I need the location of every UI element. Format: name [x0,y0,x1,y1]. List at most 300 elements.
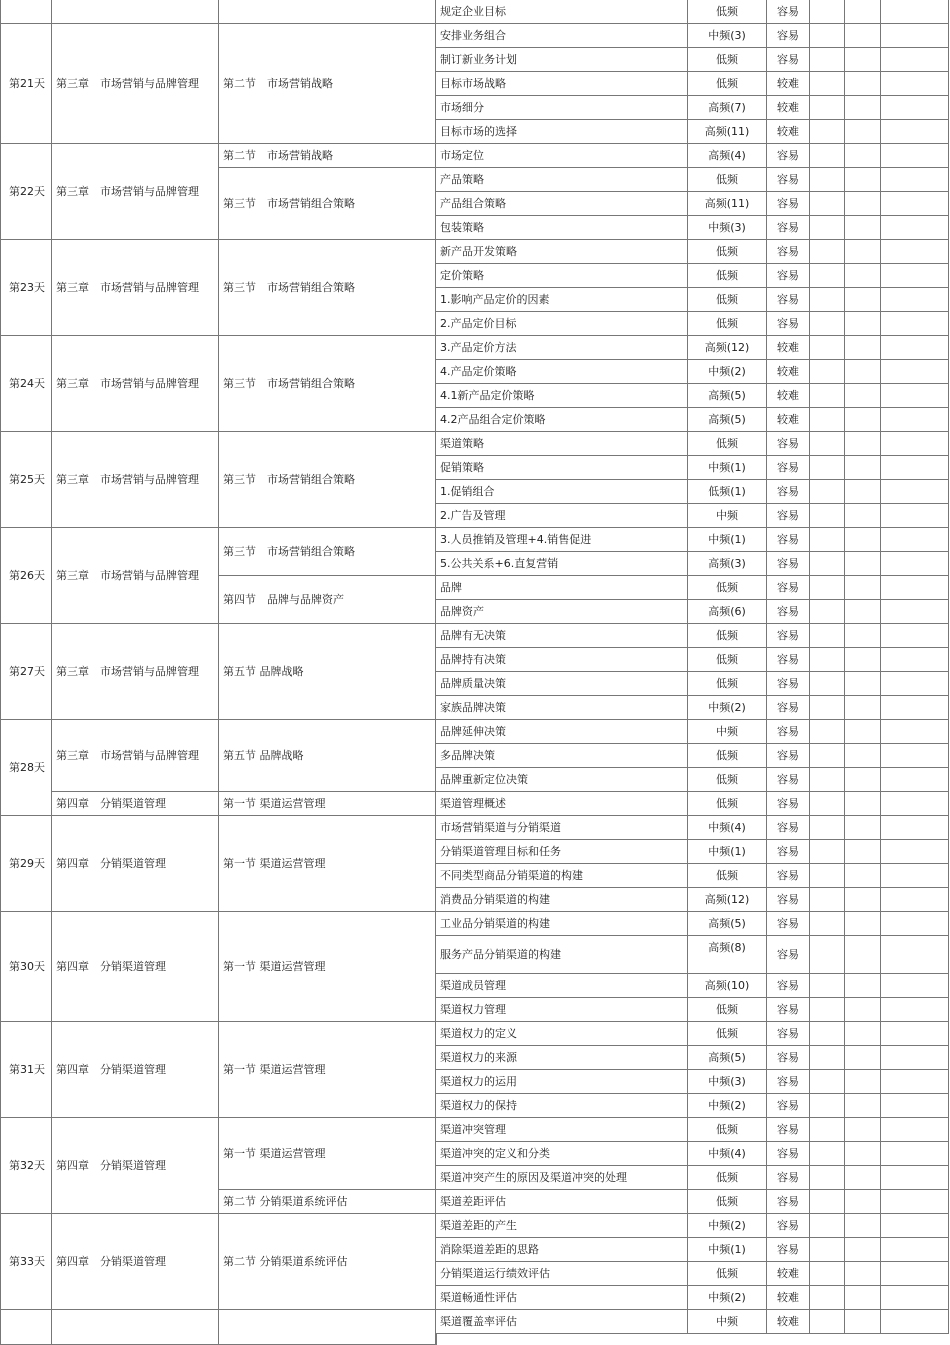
topic-cell [436,72,688,96]
frequency-cell [688,1214,767,1238]
difficulty-cell-text: 容易 [777,1195,799,1208]
blank-cell [845,72,881,96]
blank-cell [845,288,881,312]
difficulty-cell-text: 容易 [777,1027,799,1040]
topic-cell-text: 渠道权力的运用 [440,1075,517,1088]
frequency-cell-text: 低频 [716,1027,738,1040]
day-cell [0,1118,52,1214]
blank-cell [881,144,949,168]
blank-cell [810,974,845,998]
difficulty-cell-text: 容易 [777,821,799,834]
frequency-cell-text: 低频 [716,1003,738,1016]
difficulty-cell-text: 较难 [777,365,799,378]
difficulty-cell-text: 较难 [777,101,799,114]
section-cell-text: 第一节 渠道运营管理 [223,857,326,870]
blank-cell [881,336,949,360]
blank-cell [845,1046,881,1070]
topic-cell-text: 渠道策略 [440,437,484,450]
blank-cell [845,672,881,696]
blank-cell [881,216,949,240]
topic-cell [436,168,688,192]
topic-cell [436,744,688,768]
section-cell [219,240,436,336]
blank-cell [845,168,881,192]
difficulty-cell-text: 容易 [777,893,799,906]
frequency-cell [688,288,767,312]
difficulty-cell-text: 容易 [777,677,799,690]
blank-cell [881,96,949,120]
topic-cell [436,912,688,936]
blank-cell [881,1166,949,1190]
blank-cell [810,192,845,216]
day-cell-text: 第23天 [9,281,45,294]
blank-cell [845,600,881,624]
blank-cell [845,456,881,480]
blank-cell [810,480,845,504]
blank-cell [845,816,881,840]
difficulty-cell-text: 容易 [777,533,799,546]
section-cell-text: 第二节 市场营销战略 [223,77,333,90]
frequency-cell [688,384,767,408]
section-cell [219,432,436,528]
difficulty-cell [767,792,810,816]
topic-cell [436,1118,688,1142]
blank-cell [881,864,949,888]
blank-cell [881,1238,949,1262]
frequency-cell [688,96,767,120]
section-cell [219,528,436,576]
frequency-cell-text: 高频(7) [708,101,746,114]
difficulty-cell [767,1022,810,1046]
frequency-cell [688,600,767,624]
blank-cell [881,624,949,648]
blank-cell [845,1118,881,1142]
difficulty-cell-text: 容易 [777,1147,799,1160]
frequency-cell [688,888,767,912]
topic-cell [436,600,688,624]
difficulty-cell [767,144,810,168]
blank-cell [810,264,845,288]
topic-cell-text: 1.促销组合 [440,485,495,498]
topic-cell-text: 4.1新产品定价策略 [440,389,535,402]
difficulty-cell-text: 容易 [777,557,799,570]
frequency-cell-text: 中频(1) [708,461,746,474]
day-cell-text: 第29天 [9,857,45,870]
frequency-cell [688,672,767,696]
blank-cell [845,144,881,168]
frequency-cell [688,408,767,432]
topic-cell [436,1310,688,1334]
topic-cell [436,336,688,360]
section-cell-text: 第二节 分销渠道系统评估 [223,1255,348,1268]
blank-cell [881,456,949,480]
difficulty-cell [767,936,810,974]
difficulty-cell-text: 容易 [777,197,799,210]
frequency-cell [688,240,767,264]
blank-cell [810,144,845,168]
frequency-cell [688,360,767,384]
topic-cell-text: 产品策略 [440,173,484,186]
chapter-cell [52,792,219,816]
difficulty-cell-text: 容易 [777,1243,799,1256]
blank-cell [810,168,845,192]
day-cell [0,0,52,24]
frequency-cell-text: 中频(2) [708,1291,746,1304]
blank-cell [881,600,949,624]
topic-cell [436,264,688,288]
difficulty-cell [767,648,810,672]
day-cell [0,720,52,816]
difficulty-cell [767,998,810,1022]
topic-cell [436,1286,688,1310]
difficulty-cell-text: 容易 [777,725,799,738]
blank-cell [845,408,881,432]
frequency-cell-text: 低频 [716,749,738,762]
blank-cell [845,744,881,768]
day-cell [0,432,52,528]
blank-cell [845,192,881,216]
blank-cell [810,1190,845,1214]
frequency-cell [688,1094,767,1118]
topic-cell [436,288,688,312]
blank-cell [845,96,881,120]
topic-cell [436,312,688,336]
blank-cell [810,288,845,312]
topic-cell [436,696,688,720]
blank-cell [810,1094,845,1118]
blank-cell [845,936,881,974]
blank-cell [881,24,949,48]
topic-cell-text: 4.2产品组合定价策略 [440,413,546,426]
frequency-cell-text: 低频 [716,1267,738,1280]
chapter-cell-text: 第三章 市场营销与品牌管理 [56,77,199,90]
blank-cell [810,552,845,576]
day-cell-text: 第28天 [9,761,45,774]
frequency-cell [688,432,767,456]
difficulty-cell [767,974,810,998]
day-cell [0,1214,52,1310]
frequency-cell-text: 低频 [716,53,738,66]
day-cell-text: 第25天 [9,473,45,486]
topic-cell-text: 4.产品定价策略 [440,365,517,378]
frequency-cell [688,576,767,600]
difficulty-cell-text: 容易 [777,269,799,282]
frequency-cell [688,936,767,974]
topic-cell-text: 产品组合策略 [440,197,506,210]
topic-cell [436,1166,688,1190]
topic-cell [436,144,688,168]
blank-cell [845,1310,881,1334]
frequency-cell-text: 低频 [716,1195,738,1208]
difficulty-cell [767,1046,810,1070]
topic-cell-text: 3.人员推销及管理+4.销售促进 [440,533,592,546]
blank-cell [845,384,881,408]
topic-cell-text: 渠道差距的产生 [440,1219,517,1232]
topic-cell [436,1238,688,1262]
topic-cell-text: 渠道畅通性评估 [440,1291,517,1304]
day-cell [0,816,52,912]
section-cell [219,720,436,792]
section-cell [219,336,436,432]
blank-cell [881,696,949,720]
blank-cell [810,720,845,744]
difficulty-cell-text: 容易 [777,948,799,961]
difficulty-cell-text: 较难 [777,389,799,402]
difficulty-cell [767,624,810,648]
section-cell-text: 第三节 市场营销组合策略 [223,545,355,558]
frequency-cell-text: 中频(1) [708,533,746,546]
topic-cell-text: 渠道权力的来源 [440,1051,517,1064]
blank-cell [845,0,881,24]
section-cell-text: 第五节 品牌战略 [223,665,304,678]
section-cell [219,1190,436,1214]
difficulty-cell [767,288,810,312]
chapter-cell-text: 第三章 市场营销与品牌管理 [56,185,199,198]
blank-cell [881,480,949,504]
chapter-cell-text: 第三章 市场营销与品牌管理 [56,569,199,582]
topic-cell-text: 消除渠道差距的思路 [440,1243,539,1256]
blank-cell [810,504,845,528]
difficulty-cell [767,864,810,888]
difficulty-cell-text: 容易 [777,629,799,642]
frequency-cell [688,24,767,48]
chapter-cell [52,912,219,1022]
frequency-cell [688,0,767,24]
blank-cell [845,48,881,72]
topic-cell-text: 市场营销渠道与分销渠道 [440,821,561,834]
blank-cell [810,816,845,840]
frequency-cell [688,624,767,648]
frequency-cell-text: 高频(6) [708,605,746,618]
frequency-cell-text: 中频 [716,725,738,738]
blank-cell [881,384,949,408]
frequency-cell-text: 低频 [716,629,738,642]
frequency-cell-text: 高频(5) [708,917,746,930]
difficulty-cell [767,1166,810,1190]
blank-cell [845,840,881,864]
topic-cell-text: 渠道差距评估 [440,1195,506,1208]
difficulty-cell-text: 容易 [777,701,799,714]
difficulty-cell [767,720,810,744]
chapter-cell-text: 第三章 市场营销与品牌管理 [56,473,199,486]
frequency-cell-text: 高频(10) [704,979,750,992]
topic-cell-text: 渠道权力管理 [440,1003,506,1016]
frequency-cell [688,720,767,744]
difficulty-cell-text: 较难 [777,77,799,90]
day-cell-text: 第30天 [9,960,45,973]
frequency-cell [688,792,767,816]
difficulty-cell-text: 容易 [777,317,799,330]
frequency-cell [688,1046,767,1070]
topic-cell [436,648,688,672]
blank-cell [845,696,881,720]
section-cell [219,168,436,240]
blank-cell [881,974,949,998]
blank-cell [845,1166,881,1190]
table-edge [436,1334,437,1345]
blank-cell [881,120,949,144]
difficulty-cell [767,1310,810,1334]
blank-cell [881,504,949,528]
topic-cell-text: 品牌持有决策 [440,653,506,666]
topic-cell-text: 规定企业目标 [440,5,506,18]
difficulty-cell-text: 容易 [777,797,799,810]
day-cell-text: 第22天 [9,185,45,198]
section-cell-text: 第一节 渠道运营管理 [223,960,326,973]
blank-cell [810,240,845,264]
topic-cell-text: 渠道冲突管理 [440,1123,506,1136]
blank-cell [881,312,949,336]
topic-cell-text: 目标市场战略 [440,77,506,90]
difficulty-cell [767,1118,810,1142]
blank-cell [881,1070,949,1094]
section-cell [219,0,436,24]
frequency-cell-text: 中频(3) [708,221,746,234]
frequency-cell-text: 中频(4) [708,1147,746,1160]
topic-cell-text: 市场细分 [440,101,484,114]
topic-cell-text: 市场定位 [440,149,484,162]
topic-cell-text: 安排业务组合 [440,29,506,42]
chapter-cell [52,336,219,432]
difficulty-cell-text: 容易 [777,293,799,306]
blank-cell [881,1310,949,1334]
blank-cell [810,840,845,864]
blank-cell [881,552,949,576]
blank-cell [881,936,949,974]
topic-cell-text: 品牌质量决策 [440,677,506,690]
difficulty-cell-text: 较难 [777,1315,799,1328]
difficulty-cell [767,72,810,96]
difficulty-cell [767,1190,810,1214]
blank-cell [845,768,881,792]
chapter-cell-text: 第四章 分销渠道管理 [56,1255,166,1268]
frequency-cell-text: 高频(8) [708,941,746,954]
frequency-cell [688,1238,767,1262]
difficulty-cell-text: 容易 [777,1099,799,1112]
day-cell-text: 第31天 [9,1063,45,1076]
topic-cell-text: 品牌资产 [440,605,484,618]
frequency-cell [688,528,767,552]
blank-cell [881,192,949,216]
blank-cell [810,96,845,120]
difficulty-cell [767,480,810,504]
blank-cell [810,864,845,888]
blank-cell [810,1286,845,1310]
blank-cell [845,1214,881,1238]
difficulty-cell [767,192,810,216]
chapter-cell [52,432,219,528]
blank-cell [810,72,845,96]
topic-cell [436,840,688,864]
frequency-cell-text: 低频 [716,317,738,330]
difficulty-cell [767,1286,810,1310]
frequency-cell-text: 中频(1) [708,845,746,858]
frequency-cell [688,1118,767,1142]
difficulty-cell [767,168,810,192]
topic-cell [436,998,688,1022]
topic-cell-text: 5.公共关系+6.直复营销 [440,557,559,570]
blank-cell [845,336,881,360]
section-cell [219,624,436,720]
frequency-cell [688,192,767,216]
frequency-cell-text: 低频 [716,773,738,786]
frequency-cell [688,864,767,888]
chapter-cell-text: 第四章 分销渠道管理 [56,857,166,870]
section-cell-text: 第五节 品牌战略 [223,749,304,762]
frequency-cell-text: 低频 [716,1171,738,1184]
frequency-cell-text: 低频 [716,77,738,90]
frequency-cell [688,840,767,864]
topic-cell-text: 3.产品定价方法 [440,341,517,354]
day-cell [0,624,52,720]
topic-cell-text: 定价策略 [440,269,484,282]
day-cell-text: 第24天 [9,377,45,390]
blank-cell [810,672,845,696]
section-cell [219,24,436,144]
topic-cell-text: 渠道权力的保持 [440,1099,517,1112]
blank-cell [881,792,949,816]
blank-cell [881,1022,949,1046]
blank-cell [881,0,949,24]
difficulty-cell-text: 容易 [777,773,799,786]
blank-cell [845,1286,881,1310]
difficulty-cell-text: 容易 [777,917,799,930]
difficulty-cell-text: 容易 [777,509,799,522]
section-cell-text: 第三节 市场营销组合策略 [223,197,355,210]
topic-cell [436,120,688,144]
blank-cell [881,672,949,696]
section-cell-text: 第三节 市场营销组合策略 [223,281,355,294]
topic-cell [436,1070,688,1094]
blank-cell [810,1214,845,1238]
blank-cell [810,696,845,720]
blank-cell [845,360,881,384]
blank-cell [845,480,881,504]
frequency-cell-text: 中频(3) [708,1075,746,1088]
chapter-cell [52,1022,219,1118]
topic-cell [436,192,688,216]
blank-cell [845,552,881,576]
difficulty-cell [767,336,810,360]
blank-cell [810,1070,845,1094]
blank-cell [810,456,845,480]
blank-cell [881,576,949,600]
frequency-cell-text: 低频 [716,293,738,306]
blank-cell [881,1190,949,1214]
topic-cell-text: 新产品开发策略 [440,245,517,258]
difficulty-cell [767,48,810,72]
frequency-cell-text: 中频(1) [708,1243,746,1256]
difficulty-cell-text: 容易 [777,173,799,186]
topic-cell [436,0,688,24]
topic-cell-text: 渠道权力的定义 [440,1027,517,1040]
blank-cell [881,998,949,1022]
frequency-cell [688,1190,767,1214]
topic-cell-text: 促销策略 [440,461,484,474]
frequency-cell [688,48,767,72]
frequency-cell [688,1070,767,1094]
difficulty-cell-text: 较难 [777,1291,799,1304]
frequency-cell-text: 高频(5) [708,1051,746,1064]
blank-cell [845,528,881,552]
topic-cell [436,384,688,408]
blank-cell [810,744,845,768]
day-cell-text: 第33天 [9,1255,45,1268]
section-cell-text: 第二节 分销渠道系统评估 [223,1195,348,1208]
frequency-cell-text: 高频(11) [704,197,750,210]
section-cell [219,576,436,624]
difficulty-cell [767,96,810,120]
